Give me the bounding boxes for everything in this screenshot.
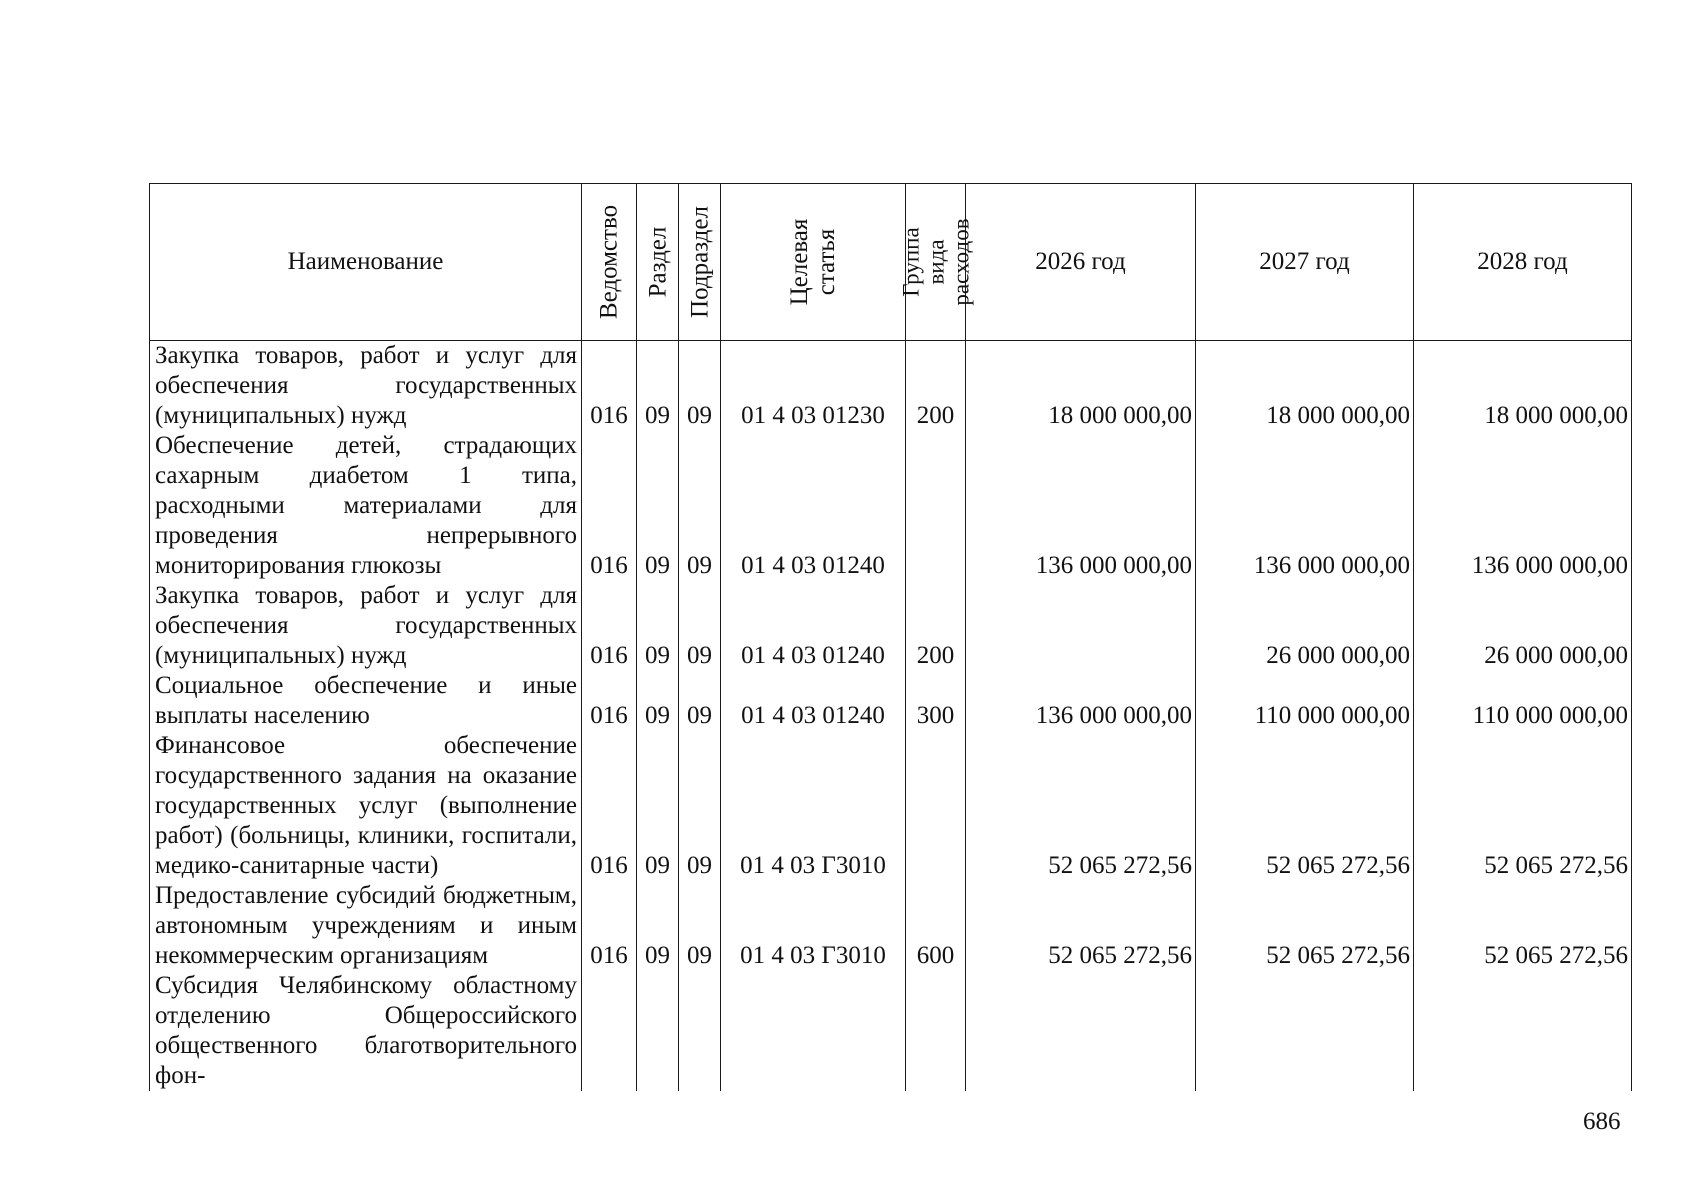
table-row	[150, 431, 1632, 581]
cell-pr: 09	[679, 881, 721, 971]
cell-rz	[637, 971, 679, 1091]
cell-y2027: 136 000 000,00	[1196, 431, 1414, 581]
row-name-text: Предоставление субсидий бюджетным, автономным учреждениям и иным некоммерческим организациям	[155, 882, 577, 969]
cell-vr	[906, 731, 966, 881]
cell-pr: 09	[679, 431, 721, 581]
header-podrazdel-text: Подраздел	[686, 206, 713, 318]
header-celevaya	[721, 184, 906, 341]
cell-ved: 016	[582, 731, 637, 881]
cell-ved: 016	[582, 341, 637, 432]
cell-pr: 09	[679, 731, 721, 881]
cell-y2027	[1196, 971, 1414, 1091]
cell-rz: 09	[637, 581, 679, 671]
cell-cs: 01 4 03 01230	[721, 341, 906, 432]
budget-table	[149, 183, 1632, 1091]
cell-y2028: 52 065 272,56	[1414, 881, 1632, 971]
table-row	[150, 881, 1632, 971]
cell-name	[150, 581, 582, 671]
cell-y2028	[1414, 971, 1632, 1091]
header-name: Наименование	[150, 184, 582, 341]
cell-y2026: 136 000 000,00	[966, 431, 1196, 581]
cell-rz: 09	[637, 881, 679, 971]
table-row	[150, 581, 1632, 671]
cell-pr: 09	[679, 341, 721, 432]
header-2028: 2028 год	[1414, 184, 1632, 341]
cell-name	[150, 671, 582, 731]
cell-y2028: 52 065 272,56	[1414, 731, 1632, 881]
cell-name	[150, 341, 582, 432]
row-name-text: Социальное обеспечение и иные выплаты населению	[155, 672, 577, 729]
cell-y2027: 52 065 272,56	[1196, 881, 1414, 971]
header-razdel-text: Раздел	[644, 226, 671, 298]
header-2026: 2026 год	[966, 184, 1196, 341]
cell-y2028: 26 000 000,00	[1414, 581, 1632, 671]
cell-vr	[906, 971, 966, 1091]
cell-cs: 01 4 03 Г3010	[721, 731, 906, 881]
row-name-text: Закупка товаров, работ и услуг для обеспечения государственных (муниципальных) нужд	[155, 582, 577, 669]
cell-cs	[721, 971, 906, 1091]
cell-y2026: 136 000 000,00	[966, 671, 1196, 731]
cell-name	[150, 731, 582, 881]
cell-ved: 016	[582, 431, 637, 581]
header-row	[150, 184, 1632, 341]
cell-y2028: 18 000 000,00	[1414, 341, 1632, 432]
cell-name	[150, 971, 582, 1091]
cell-vr	[906, 431, 966, 581]
table-row	[150, 671, 1632, 731]
cell-y2028: 136 000 000,00	[1414, 431, 1632, 581]
cell-pr: 09	[679, 671, 721, 731]
cell-rz: 09	[637, 671, 679, 731]
cell-y2027: 110 000 000,00	[1196, 671, 1414, 731]
cell-y2028: 110 000 000,00	[1414, 671, 1632, 731]
cell-vr: 600	[906, 881, 966, 971]
header-gruppa-text: Группа вида расходов	[898, 218, 973, 306]
table-body	[150, 341, 1632, 1092]
cell-pr	[679, 971, 721, 1091]
row-name-text: Субсидия Челябинскому областному отделению Общероссийского общественного благотворительного фон-	[155, 972, 577, 1089]
cell-rz: 09	[637, 431, 679, 581]
table-row	[150, 731, 1632, 881]
cell-cs: 01 4 03 01240	[721, 581, 906, 671]
header-celevaya-text: Целевая статья	[786, 218, 840, 306]
cell-rz: 09	[637, 341, 679, 432]
cell-ved: 016	[582, 581, 637, 671]
cell-vr: 200	[906, 341, 966, 432]
header-podrazdel	[679, 184, 721, 341]
cell-cs: 01 4 03 01240	[721, 671, 906, 731]
table-row	[150, 971, 1632, 1091]
row-name-text: Закупка товаров, работ и услуг для обеспечения государственных (муниципальных) нужд	[155, 342, 577, 429]
cell-cs: 01 4 03 01240	[721, 431, 906, 581]
cell-y2026: 52 065 272,56	[966, 881, 1196, 971]
cell-y2026	[966, 581, 1196, 671]
header-razdel	[637, 184, 679, 341]
cell-vr: 300	[906, 671, 966, 731]
cell-ved: 016	[582, 881, 637, 971]
header-vedomstvo-text: Ведомство	[595, 204, 623, 320]
cell-ved	[582, 971, 637, 1091]
row-name-text: Обеспечение детей, страдающих сахарным диабетом 1 типа, расходными материалами для проведения непрерывного мониторирования глюкозы	[155, 432, 577, 579]
cell-y2027: 18 000 000,00	[1196, 341, 1414, 432]
table-row	[150, 341, 1632, 432]
cell-cs: 01 4 03 Г3010	[721, 881, 906, 971]
cell-name	[150, 431, 582, 581]
row-name-text: Финансовое обеспечение государственного задания на оказание государственных услуг (выполнение работ) (больницы, клиники, госпитали, медико-санитарные части)	[155, 732, 577, 879]
cell-y2027: 26 000 000,00	[1196, 581, 1414, 671]
cell-y2027: 52 065 272,56	[1196, 731, 1414, 881]
cell-name	[150, 881, 582, 971]
header-2027: 2027 год	[1196, 184, 1414, 341]
cell-y2026: 52 065 272,56	[966, 731, 1196, 881]
cell-rz: 09	[637, 731, 679, 881]
cell-y2026: 18 000 000,00	[966, 341, 1196, 432]
cell-ved: 016	[582, 671, 637, 731]
cell-y2026	[966, 971, 1196, 1091]
page-number: 686	[1583, 1108, 1621, 1135]
cell-vr: 200	[906, 581, 966, 671]
header-vedomstvo	[582, 184, 637, 341]
cell-pr: 09	[679, 581, 721, 671]
header-gruppa	[898, 184, 973, 341]
